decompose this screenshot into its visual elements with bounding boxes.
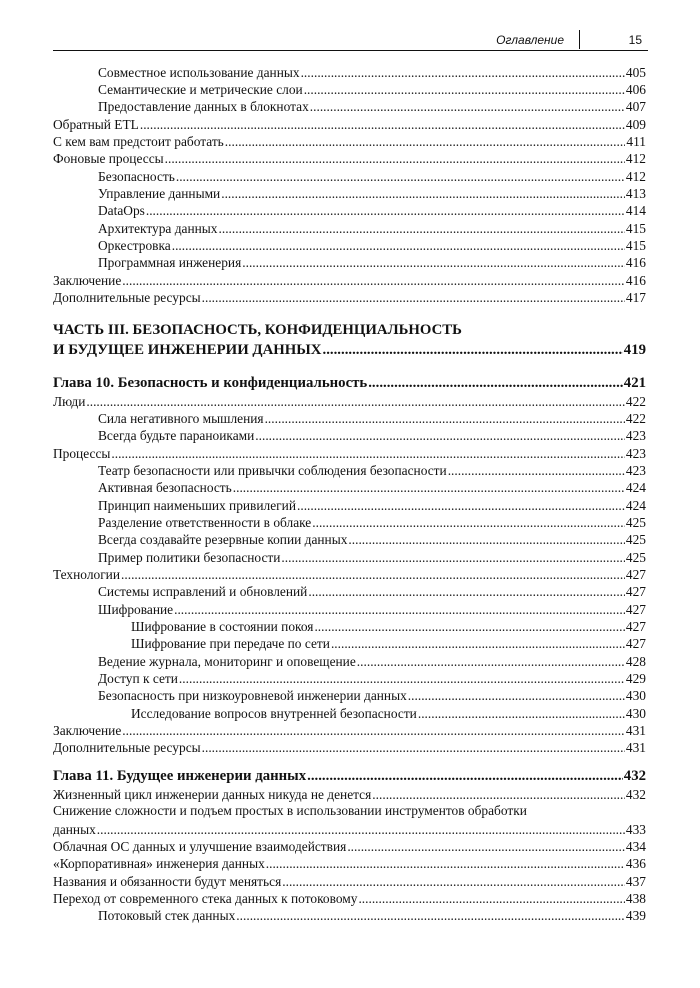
toc-entry: Люди ..... 422	[53, 393, 646, 410]
toc-entry: Процессы ..... 423	[53, 445, 646, 462]
toc-entry: Заключение ..... 416	[53, 272, 646, 289]
chapter-heading: Глава 10. Безопасность и конфиденциальность ..... 421	[53, 375, 646, 392]
toc-entry: Управление данными ..... 413	[53, 185, 646, 202]
toc-entry: Разделение ответственности в облаке ..... 425	[53, 514, 646, 531]
running-header	[53, 30, 648, 51]
toc-entry-line1: Снижение сложности и подъем простых в использовании инструментов обработки	[53, 803, 527, 818]
toc-entry: Шифрование при передаче по сети ..... 427	[53, 635, 646, 652]
toc-entry: Заключение ..... 431	[53, 722, 646, 739]
part-heading: И БУДУЩЕЕ ИНЖЕНЕРИИ ДАННЫХ ..... 419	[53, 342, 646, 359]
toc-entry: Названия и обязанности будут меняться ..... 437	[53, 873, 646, 890]
toc-entry: Доступ к сети ..... 429	[53, 670, 646, 687]
chapter-heading: Глава 11. Будущее инженерии данных ..... 432	[53, 768, 646, 785]
toc-entry: Исследование вопросов внутренней безопасности ..... 430	[53, 705, 646, 722]
toc-entry: Принцип наименьших привилегий ..... 424	[53, 497, 646, 514]
toc-entry: Предоставление данных в блокнотах ..... 407	[53, 98, 646, 115]
part-heading-line1: ЧАСТЬ III. БЕЗОПАСНОСТЬ, КОНФИДЕНЦИАЛЬНОСТЬ	[53, 322, 462, 338]
toc-entry: Фоновые процессы ..... 412	[53, 150, 646, 167]
toc-entry: Облачная ОС данных и улучшение взаимодействия ..... 434	[53, 838, 646, 855]
toc-entry: Системы исправлений и обновлений ..... 427	[53, 583, 646, 600]
header-separator	[579, 30, 580, 49]
toc-entry: Ведение журнала, мониторинг и оповещение ..... 428	[53, 653, 646, 670]
toc-entry: DataOps ..... 414	[53, 202, 646, 219]
toc-entry: Сила негативного мышления ..... 422	[53, 410, 646, 427]
toc-entry: Шифрование в состоянии покоя ..... 427	[53, 618, 646, 635]
toc-entry: С кем вам предстоит работать ..... 411	[53, 133, 646, 150]
toc-entry: Безопасность при низкоуровневой инженерии данных ..... 430	[53, 687, 646, 704]
toc-entry: Программная инженерия ..... 416	[53, 254, 646, 271]
toc-entry: Шифрование ..... 427	[53, 601, 646, 618]
toc-entry: Потоковый стек данных ..... 439	[53, 907, 646, 924]
toc-entry: Театр безопасности или привычки соблюдения безопасности ..... 423	[53, 462, 646, 479]
toc-entry: Всегда создавайте резервные копии данных ..... 425	[53, 531, 646, 548]
toc-entry: Дополнительные ресурсы ..... 431	[53, 739, 646, 756]
toc-entry: Обратный ETL ..... 409	[53, 116, 646, 133]
toc-entry: Дополнительные ресурсы ..... 417	[53, 289, 646, 306]
toc-entry: Всегда будьте параноиками ..... 423	[53, 427, 646, 444]
toc-entry: Архитектура данных ..... 415	[53, 220, 646, 237]
toc-entry: Переход от современного стека данных к потоковому ..... 438	[53, 890, 646, 907]
toc-entry: Активная безопасность ..... 424	[53, 479, 646, 496]
toc-entry: Оркестровка ..... 415	[53, 237, 646, 254]
toc-entry: «Корпоративная» инженерия данных ..... 436	[53, 855, 646, 872]
header-section-title: Оглавление	[496, 33, 564, 47]
toc-entry: Технологии ..... 427	[53, 566, 646, 583]
toc-entry: данных ..... 433	[53, 821, 646, 838]
toc-entry: Совместное использование данных ..... 405	[53, 64, 646, 81]
toc-entry: Семантические и метрические слои ..... 406	[53, 81, 646, 98]
toc-entry: Жизненный цикл инженерии данных никуда не денется ..... 432	[53, 786, 646, 803]
toc-entry: Пример политики безопасности ..... 425	[53, 549, 646, 566]
header-page-number: 15	[628, 33, 642, 47]
toc-entry: Безопасность ..... 412	[53, 168, 646, 185]
